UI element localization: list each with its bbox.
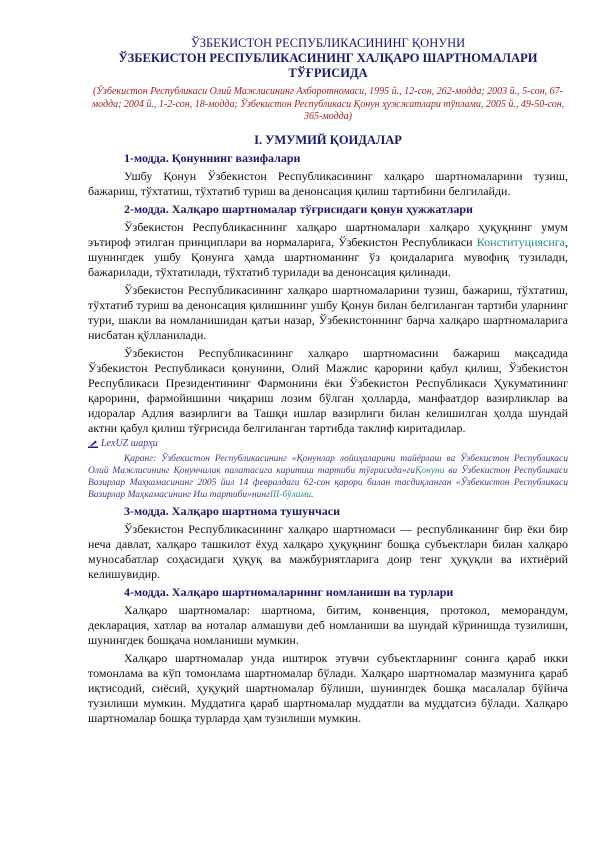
- chapter-heading: I. УМУМИЙ ҚОИДАЛАР: [254, 132, 402, 147]
- article-3-paragraph: Ўзбекистон Республикасининг халқаро шартномаси — республиканинг бир ёки бир неча давлат, халқаро ташкилот ёхуд халқаро ҳуқуқнинг бошқа субъектлари билан халқаро муносабатлар соҳасидаги ҳуқуқ ва мажбуриятларига доир тенг ҳуқуқли ва ихтиёрий келишувидир.: [88, 521, 568, 581]
- article-4-title: 4-модда. Халқаро шартномаларнинг номланиши ва турлари: [124, 584, 454, 599]
- note-text-end: .: [311, 489, 314, 500]
- law-title-line1: ЎЗБЕКИСТОН РЕСПУБЛИКАСИНИНГ ҚОНУНИ: [190, 36, 466, 50]
- note-text-before: Қаранг: Ўзбекистон Республикасининг «Қонунлар лойиҳаларини тайёрлаш ва Ўзбекистон Республикаси Олий Мажлисининг Қонунчилик палатасига киритиш тартиби тўғрисида»ги: [88, 453, 568, 476]
- article-4-paragraph-1: Халқаро шартномалар: шартнома, битим, конвенция, протокол, меморандум, декларация, хатлар ва ноталар алмашуви деб номланиши ва шундай кўринишда тузилиши, шунингдек бошқача номланиши мумкин.: [88, 602, 568, 647]
- constitution-link[interactable]: Конституциясига: [476, 234, 565, 249]
- document-content: [88, 36, 568, 726]
- article-2-paragraph-1: [88, 220, 568, 280]
- article-2-paragraph-3: Ўзбекистон Республикасининг халқаро шартномасини бажариш мақсадида Ўзбекистон Республикаси қонунини, Олий Мажлис қарорини қабул қилиш, Ўзбекистон Республикаси Президентининг Фармонини ёки Ўзбекистон Республикаси Ҳукуматининг қарорини, фармойишини чиқариш лозим бўлган ҳолларда, манфаатдор вазирликлар ва идоралар Адлия вазирлиги ва Ташқи ишлар вазирлиги билан келишилган ҳолда шундай актни қабул қилиш тўғрисида белгиланган тартибда таклиф киритадилар.: [88, 345, 568, 435]
- law-source: (Ўзбекистон Республикаси Олий Мажлисининг Ахборотномаси, 1995 й., 12-сон, 262-модда; 2003 й., 5-сон, 67-модда; 2004 й., 1-2-сон, 18-модда; Ўзбекистон Республикаси Қонун ҳужжатлари тўплами, 2005 й., 49-50-сон, 365-модда): [91, 86, 565, 122]
- section-iii-link[interactable]: III-бўлими: [269, 489, 312, 500]
- article-2-p1-text-after: , шунингдек ушбу Қонунга ҳамда шартноманинг ўз қоидаларига мувофиқ тузилади, бажарилади, тўхтатилади, тўхтатиб турилади ва денонсация қилинади.: [88, 234, 568, 279]
- article-2-note: [88, 453, 568, 501]
- lexuz-commentary-label: LexUZ шарҳи: [101, 437, 158, 449]
- law-title-line2: ЎЗБЕКИСТОН РЕСПУБЛИКАСИНИНГ ХАЛҚАРО ШАРТНОМАЛАРИ: [118, 51, 538, 65]
- law-link[interactable]: Қонуни: [415, 465, 445, 476]
- article-1-title: 1-модда. Қонуннинг вазифалари: [124, 150, 301, 165]
- article-2-p1-text-before: Ўзбекистон Республикасининг халқаро шартномалари халқаро ҳуқуқнинг умум эътироф этилган принциплари ва нормаларига, Ўзбекистон Республикаси: [88, 219, 568, 249]
- lexuz-commentary[interactable]: [88, 438, 568, 450]
- article-3-title: 3-модда. Халқаро шартнома тушунчаси: [124, 503, 341, 518]
- article-1-paragraph: Ушбу Қонун Ўзбекистон Республикасининг халқаро шартномаларини тузиш, бажариш, тўхтатиш, тўхтатиб туриш ва денонсация қилиш тартибини белгилайди.: [88, 168, 568, 198]
- article-2-paragraph-2: Ўзбекистон Республикасининг халқаро шартномаларини тузиш, бажариш, тўхтатиш, тўхтатиб туриш ва денонсация қилишнинг ушбу Қонун билан белгиланган тартиби уларнинг тури, шакли ва номланишидан қатъи назар, Ўзбекистоннинг барча халқаро шартномаларига нисбатан қўлланилади.: [88, 282, 568, 342]
- law-title-line3: ТЎҒРИСИДА: [288, 66, 368, 80]
- note-text-middle: ва Ўзбекистон Республикаси Вазирлар Маҳкамасининг 2005 йил 14 февралдаги 62-сон қарори билан тасдиқланган «Ўзбекистон Республикаси Вазирлар Маҳкамасининг Иш тартиби»нинг: [88, 465, 568, 500]
- article-4-paragraph-2: Халқаро шартномалар унда иштирок этувчи субъектларнинг сонига қараб икки томонлама ва кўп томонлама шартномалар бўлади. Халқаро шартномалар мазмунига қараб иқтисодий, сиёсий, ҳуқуқий шартномалар бўлиши, шунингдек бошқа масалалар бўйича тузилиши мумкин. Муддатига қараб шартномалар муддатли ва муддатсиз бўлади. Халқаро шартномалар бошқа турларда ҳам тузилиши мумкин.: [88, 650, 568, 725]
- pencil-icon: [88, 440, 98, 448]
- article-2-title: 2-модда. Халқаро шартномалар тўғрисидаги қонун ҳужжатлари: [124, 201, 473, 216]
